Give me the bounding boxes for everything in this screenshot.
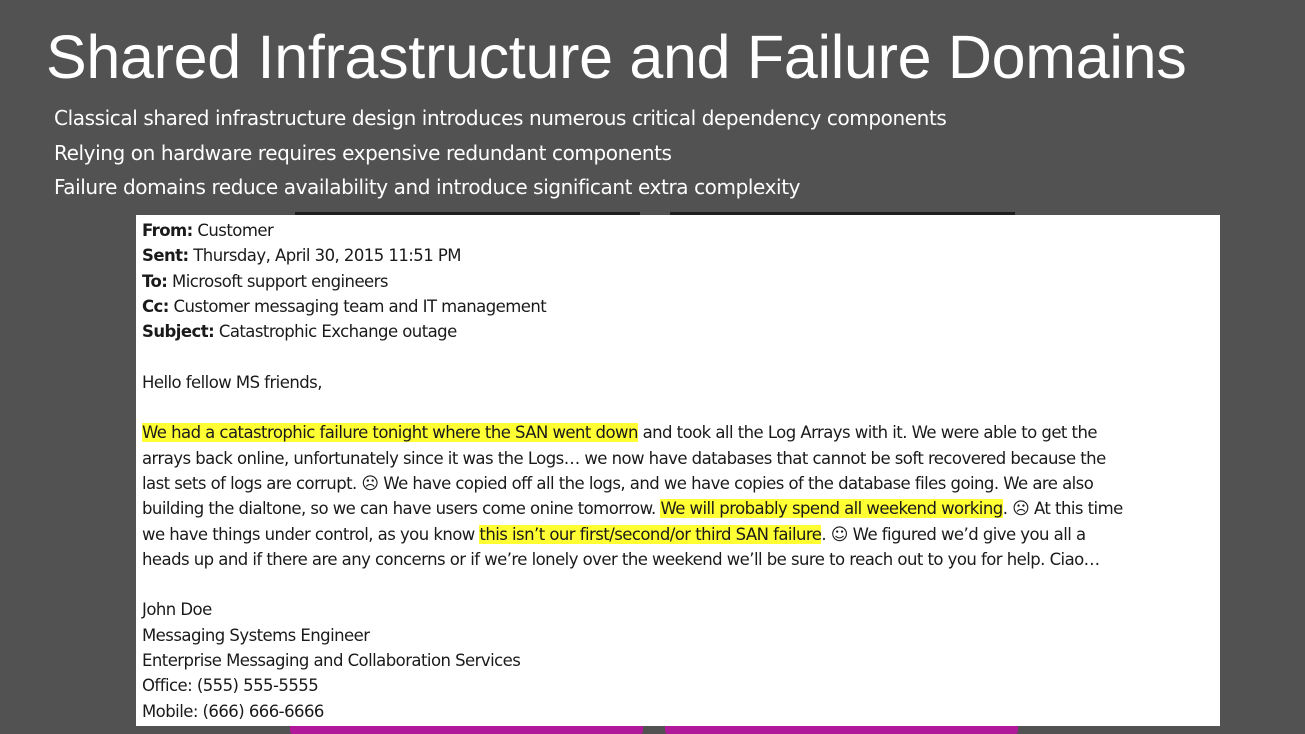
- email-cc-line: [142, 294, 1220, 319]
- email-cc-value: Customer messaging team and IT management: [168, 296, 547, 316]
- email-to-line: [142, 269, 1220, 294]
- email-subject-label: Subject:: [142, 322, 215, 342]
- email-from-label: From:: [142, 221, 193, 240]
- email-sent-label: Sent:: [142, 246, 189, 266]
- body-text: We have copied off all the logs, and we have copies of the database files going. We are also: [378, 473, 1094, 493]
- slide-title: Shared Infrastructure and Failure Domains: [46, 23, 1187, 91]
- body-text: building the dialtone, so we can have users come onine tomorrow.: [142, 499, 661, 519]
- email-greeting: Hello fellow MS friends,: [142, 372, 322, 392]
- accent-shape: [290, 726, 643, 734]
- highlighted-text: We will probably spend all weekend working: [660, 499, 1003, 519]
- signature-line: Mobile: (666) 666-6666: [142, 701, 324, 721]
- email-subject-line: [142, 319, 1220, 344]
- email-body-line: [142, 496, 1220, 521]
- bullet-list: [54, 103, 946, 207]
- signature-line: Messaging Systems Engineer: [142, 625, 370, 645]
- email-subject-value: Catastrophic Exchange outage: [214, 322, 457, 342]
- email-body-line: arrays back online, unfortunately since it was the Logs… we now have databases that cannot be soft recovered because the: [142, 448, 1106, 468]
- bullet-item: Failure domains reduce availability and introduce significant extra complexity: [54, 175, 801, 199]
- body-text: We figured we’d give you all a: [847, 524, 1086, 544]
- body-text: and took all the Log Arrays with it. We were able to get the: [637, 423, 1097, 443]
- smiley-face-icon: ☺: [830, 524, 848, 545]
- highlighted-text: this isn’t our first/second/or third SAN failure: [479, 524, 822, 544]
- email-sent-line: [142, 243, 1220, 268]
- signature-line: Enterprise Messaging and Collaboration Services: [142, 651, 521, 671]
- email-cc-label: Cc:: [142, 296, 169, 316]
- spacer: [142, 572, 1220, 597]
- email-to-label: To:: [142, 271, 168, 291]
- signature-line: John Doe: [142, 600, 212, 620]
- email-body-line: [142, 420, 1220, 445]
- body-text: .: [821, 524, 831, 544]
- email-body-line: heads up and if there are any concerns or if we’re lonely over the weekend we’ll be sure to reach out to you for help. Ciao…: [142, 549, 1100, 569]
- body-text: we have things under control, as you know: [142, 524, 480, 544]
- email-screenshot: [136, 215, 1220, 726]
- email-body-line: [142, 522, 1220, 547]
- accent-shape: [665, 726, 1018, 734]
- body-text: last sets of logs are corrupt.: [142, 473, 362, 493]
- email-sent-value: Thursday, April 30, 2015 11:51 PM: [188, 246, 461, 266]
- body-text: At this time: [1029, 499, 1123, 519]
- email-from-line: [142, 218, 1220, 243]
- highlighted-text: We had a catastrophic failure tonight where the SAN went down: [142, 423, 638, 443]
- email-from-value: Customer: [192, 221, 274, 240]
- bullet-item: Relying on hardware requires expensive redundant components: [54, 140, 672, 165]
- sad-face-icon: ☹: [1012, 499, 1030, 520]
- body-text: .: [1002, 499, 1013, 519]
- sad-face-icon: ☹: [361, 473, 379, 494]
- email-body-line: [142, 471, 1220, 496]
- bullet-item: Classical shared infrastructure design introduces numerous critical dependency components: [54, 106, 947, 130]
- email-to-value: Microsoft support engineers: [167, 271, 388, 291]
- signature-line: Office: (555) 555-5555: [142, 676, 319, 696]
- spacer: [142, 395, 1220, 420]
- spacer: [142, 344, 1220, 369]
